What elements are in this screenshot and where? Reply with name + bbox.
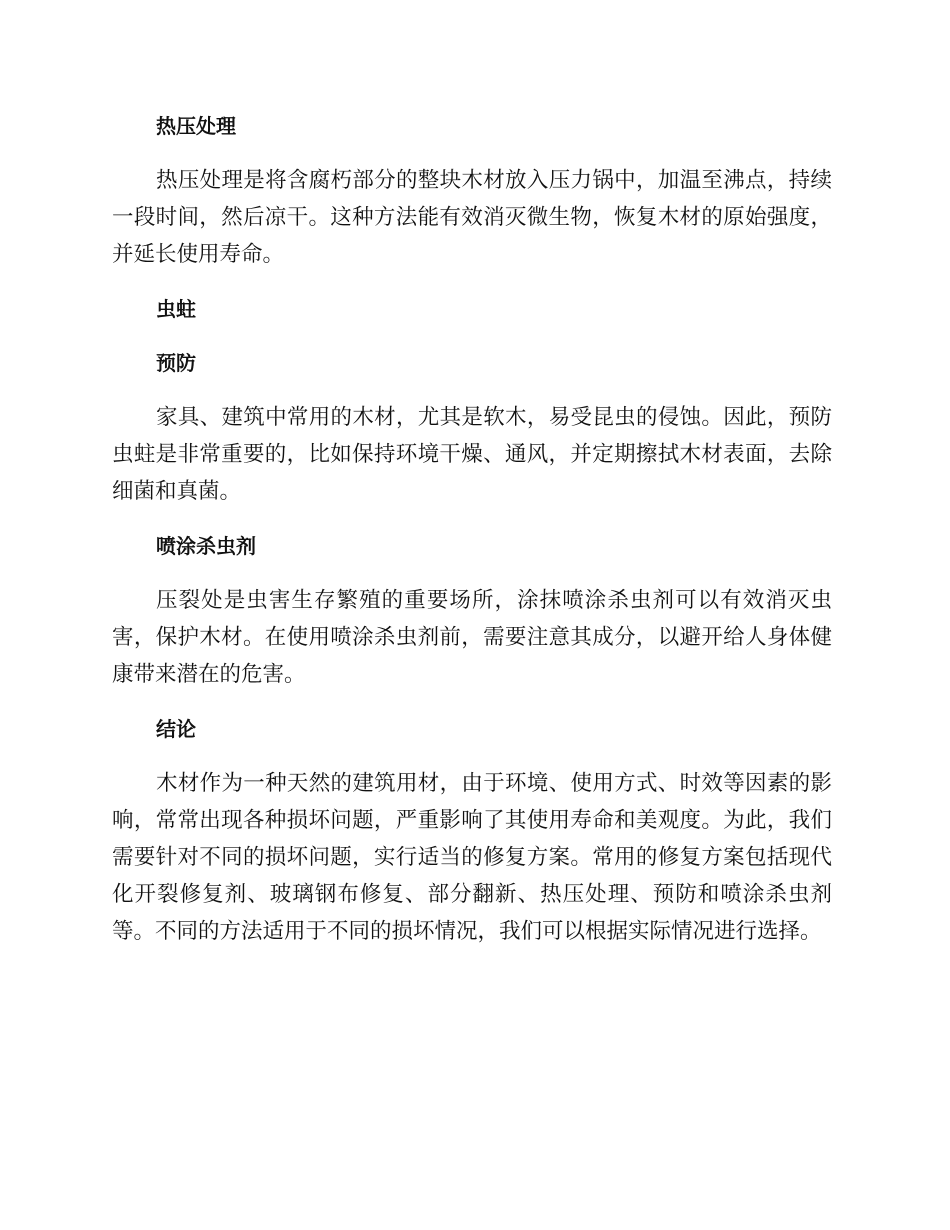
section-heading-insects: 虫蛀 xyxy=(156,297,196,321)
section-heading-conclusion: 结论 xyxy=(156,717,196,741)
section-paragraph-insecticide: 压裂处是虫害生存繁殖的重要场所，涂抹喷涂杀虫剂可以有效消灭虫害，保护木材。在使用喷涂杀虫剂前，需要注意其成分，以避开给人身体健康带来潜在的危害。 xyxy=(112,588,832,687)
section-heading-prevention: 预防 xyxy=(156,351,196,375)
section-paragraph-prevention: 家具、建筑中常用的木材，尤其是软木，易受昆虫的侵蚀。因此，预防虫蛀是非常重要的，比如保持环境干燥、通风，并定期擦拭木材表面，去除细菌和真菌。 xyxy=(112,405,832,504)
section-paragraph-hot-press: 热压处理是将含腐朽部分的整块木材放入压力锅中，加温至沸点，持续一段时间，然后凉干。这种方法能有效消灭微生物，恢复木材的原始强度，并延长使用寿命。 xyxy=(112,168,832,267)
section-paragraph-conclusion: 木材作为一种天然的建筑用材，由于环境、使用方式、时效等因素的影响，常常出现各种损坏问题，严重影响了其使用寿命和美观度。为此，我们需要针对不同的损坏问题，实行适当的修复方案。常用的修复方案包括现代化开裂修复剂、玻璃钢布修复、部分翻新、热压处理、预防和喷涂杀虫剂等。不同的方法适用于不同的损坏情况，我们可以根据实际情况进行选择。 xyxy=(112,771,832,944)
section-heading-insecticide: 喷涂杀虫剂 xyxy=(156,534,256,558)
section-heading-hot-press: 热压处理 xyxy=(156,114,236,138)
